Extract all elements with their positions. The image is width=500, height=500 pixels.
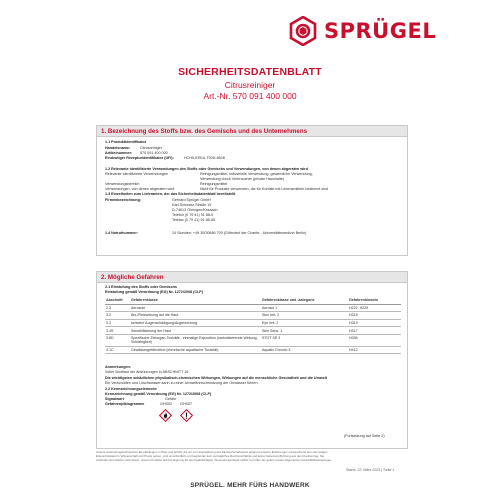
pictogram-code: GHS02 xyxy=(160,402,173,406)
s12-value-0: Reinigungsmittel, industrielle Verwendung, gewerbliche Verwendung, xyxy=(200,172,313,176)
flame-pictogram-icon xyxy=(159,409,172,422)
table-cell: Aerosole xyxy=(130,304,261,312)
notes-title: Anmerkungen: xyxy=(105,365,132,369)
table-row xyxy=(105,346,401,354)
s12-title: 1.2 Relevante identifizierte Verwendungen des Stoffs oder Gemischs und Verwendungen, von denen abgeraten wird xyxy=(105,167,308,171)
brand-name: SPRÜGEL xyxy=(324,19,437,43)
brand-slogan: SPRÜGEL. MEHR FÜRS HANDWERK xyxy=(190,482,310,489)
s11-value-1: 570 091 400 000 xyxy=(140,151,168,155)
s11-label-1: Artikelnummer: xyxy=(105,151,133,155)
table-cell: schwere Augenschädigung/Augenreizung xyxy=(130,319,261,327)
supplier-line: Gerhard Sprügel GmbH xyxy=(172,198,211,202)
s11-value-2: HCH0-EEKA-T00H-8608 xyxy=(184,156,225,160)
table-cell: Skin Irrit. 2 xyxy=(261,312,348,320)
s11-value-0: Citrusreiniger xyxy=(140,146,162,150)
table-cell: 3.8D xyxy=(105,334,130,346)
s21-subtitle: Einstufung gemäß Verordnung (EG) Nr. 1272/2008 (CLP) xyxy=(105,290,203,294)
s12-value-1: Verwendung durch Verbraucher (private Haushalte) xyxy=(200,177,285,181)
s11-label-2: Eindeutiger Rezepturidentifikator (UFI): xyxy=(105,156,174,160)
effects-title: Die wichtigsten schädlichen physikalisch-chemischen Wirkungen, Wirkungen auf die menschliche Gesundheit und die Umwelt xyxy=(105,376,328,380)
supplier-line: D-74613 Öhringen/Kessach xyxy=(172,208,218,212)
table-cell: 3.2 xyxy=(105,312,130,320)
pictogram-label: Gefahrenpiktogramme xyxy=(105,402,145,406)
table-row xyxy=(105,334,401,346)
hexagon-logo-icon xyxy=(288,16,318,46)
article-number: Art.-Nr. 570 091 400 000 xyxy=(203,91,297,101)
column-header: Gefahrenklasse und -kategorie xyxy=(261,296,348,304)
s12-label-2: Verwendungsbereich xyxy=(105,182,140,186)
table-cell: Aerosol 1 xyxy=(261,304,348,312)
column-header: Gefahrenklasse xyxy=(130,296,261,304)
signal-word-label: Signalwort xyxy=(105,397,124,401)
document-date: Stand: 22. März 2023 | Seite 1 xyxy=(346,468,395,472)
section-2-heading: 2. Mögliche Gefahren xyxy=(96,271,408,283)
s22-title: 2.2 Kennzeichnungselemente xyxy=(105,387,157,391)
table-cell: Aquatic Chronic 3 xyxy=(261,346,348,354)
s13-title: 1.3 Einzelheiten zum Lieferanten, der das Sicherheitsdatenblatt bereitstellt xyxy=(105,192,236,196)
table-cell: Sensibilisierung der Haut xyxy=(130,327,261,335)
table-cell: 3.4S xyxy=(105,327,130,335)
s12-value-3: Nicht für Produkte verwenden, die für Kontakt mit Lebensmitteln bestimmt sind xyxy=(200,187,329,191)
emergency-number: 24 Stunden: +49 30/30686 700 (Giftnotruf der Charité - Universitätsmedizin Berlin) xyxy=(172,231,307,235)
s11-label-0: Handelsname: xyxy=(105,146,131,150)
section-1-heading: 1. Bezeichnung des Stoffs bzw. des Gemischs und des Unternehmens xyxy=(96,125,408,137)
hazard-classification-table xyxy=(105,296,401,354)
emergency-label: 1.4 Notrufnummer: xyxy=(105,231,138,235)
table-cell: Eye Irrit. 2 xyxy=(261,319,348,327)
product-name: Citrusreiniger xyxy=(224,80,276,90)
table-cell: H319 xyxy=(348,319,401,327)
exclamation-pictogram-icon xyxy=(180,409,193,422)
disclaimer-line: Unsere anwendungstechnischen Empfehlungen in Wort und Schrift, die wir zur Unterstützung des Käufers/Verarbeiters aufgrund unserer Erfahrungen entsprechend dem derzeitigen xyxy=(96,450,328,454)
table-cell: Ätz-/Reizwirkung auf die Haut xyxy=(130,312,261,320)
continued-note: (Fortsetzung auf Seite 2) xyxy=(344,434,385,438)
table-cell: H412 xyxy=(348,346,401,354)
table-row xyxy=(105,327,401,335)
table-cell: Skin Sens. 1 xyxy=(261,327,348,335)
table-cell: H315 xyxy=(348,312,401,320)
supplier-line: Telefax (0 79 41) 91 88-85 xyxy=(172,218,216,222)
effects-text: Ein Verschütten und Löschwasser kann zu einer Umweltverschmutzung der Gewässer führen. xyxy=(105,381,259,385)
table-row xyxy=(105,319,401,327)
table-cell: 2.3 xyxy=(105,304,130,312)
supplier-line: Karl-Schwarz-Straße 19 xyxy=(172,203,212,207)
column-header: Abschnitt xyxy=(105,296,130,304)
table-cell: H336 xyxy=(348,334,401,346)
s11-title: 1.1 Produktidentifikator xyxy=(105,140,147,144)
table-row xyxy=(105,312,401,320)
table-row xyxy=(105,304,401,312)
brand-logo xyxy=(288,16,436,46)
table-header-row xyxy=(105,296,401,304)
table-cell: H222, H229 xyxy=(348,304,401,312)
s22-subtitle: Kennzeichnung gemäß Verordnung (EG) Nr. 1272/2008 (CLP) xyxy=(105,392,212,396)
table-cell: 4.1C xyxy=(105,346,130,354)
disclaimer-line: entbinden den Käufer nicht davon, unsere Produkte auf ihre Eignung für den beabsichtigten Verwendungszweck selbst zu prüfen. Es gelten unsere Allgemeinen Geschäftsbedingungen. xyxy=(96,458,332,462)
column-header: Gefahrenhinweis xyxy=(348,296,401,304)
disclaimer-line: Erkenntnisstand in Wissenschaft und Praxis geben, sind unverbindlich und begründen kein vertragliches Rechtsverhältnis und keine Nebenverpflichtung aus dem Kaufvertrag. Sie xyxy=(96,454,325,458)
table-cell: H317 xyxy=(348,327,401,335)
table-cell: STOT SE 3 xyxy=(261,334,348,346)
supplier-label: Firmenbezeichnung: xyxy=(105,198,142,202)
document-title: SICHERHEITSDATENBLATT xyxy=(178,66,322,78)
table-cell: 3.3 xyxy=(105,319,130,327)
s21-title: 2.1 Einstufung des Stoffs oder Gemischs xyxy=(105,285,177,289)
supplier-line: Telefon (0 79 41) 91 88-0 xyxy=(172,213,214,217)
s12-value-2: Reinigungsmittel xyxy=(200,182,228,186)
table-cell: Gewässergefährdend (chronische aquatische Toxizität) xyxy=(130,346,261,354)
s12-label-0: Relevante identifizierte Verwendungen xyxy=(105,172,168,176)
table-cell: Spezifische Zielorgan-Toxizität - einmalige Exposition (narkotisierende Wirkung, Schläfrigkeit) xyxy=(130,334,261,346)
notes-text: Voller Wortlaut der Abkürzungen in ABSCHNITT 16 xyxy=(105,370,189,374)
signal-word-value: Gefahr xyxy=(165,397,177,401)
pictogram-code: GHS07 xyxy=(180,402,193,406)
s12-label-3: Verwendungen, von denen abgeraten wird xyxy=(105,187,175,191)
